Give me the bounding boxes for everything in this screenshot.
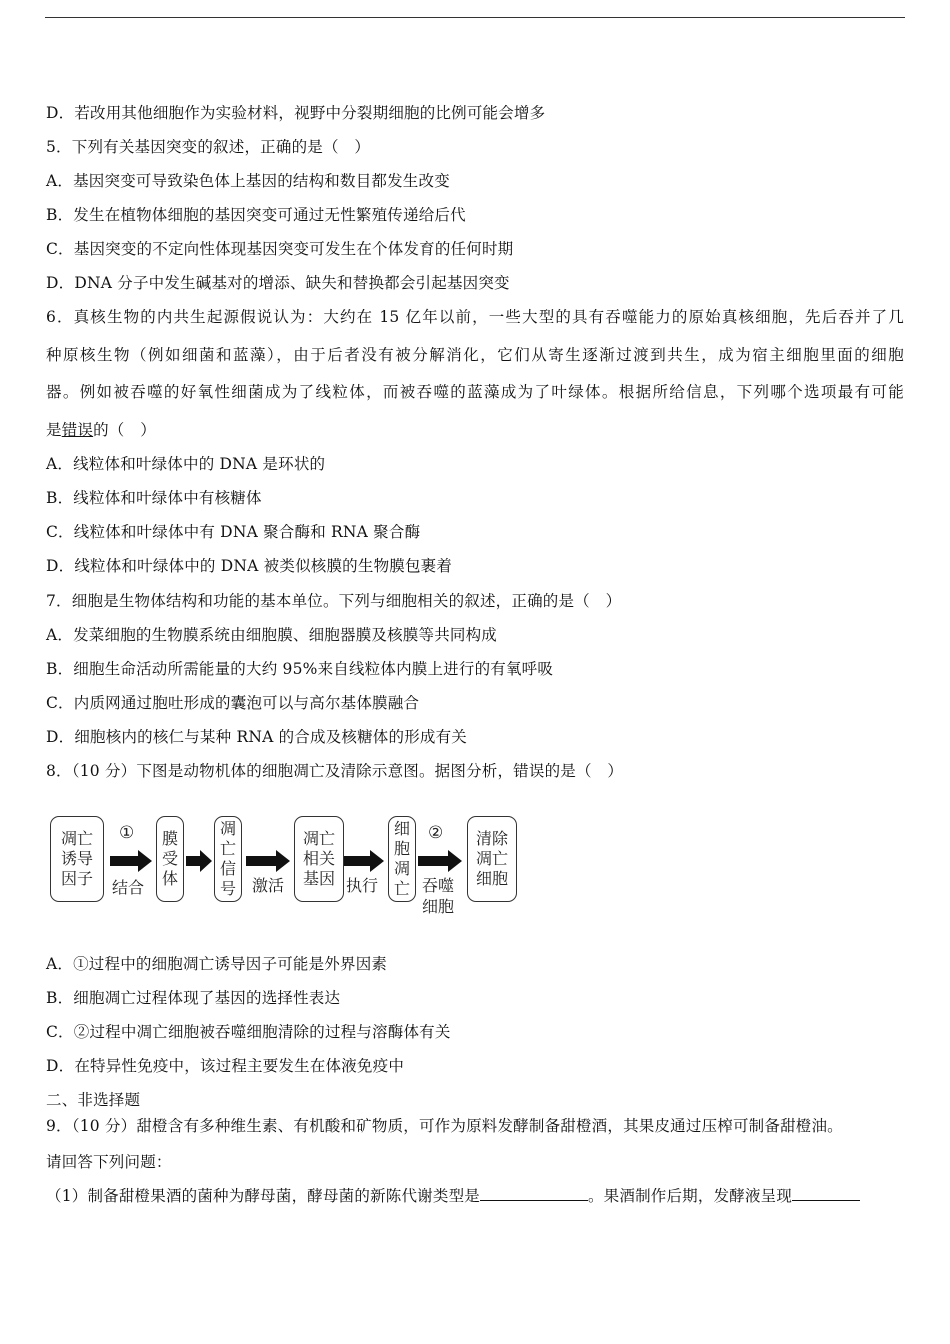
box1-line-2: 诱导 bbox=[60, 849, 93, 868]
q9-part-1-text-a: （1）制备甜橙果酒的菌种为酵母菌，酵母菌的新陈代谢类型是 bbox=[46, 1187, 480, 1205]
label-activate: 激活 bbox=[252, 876, 285, 895]
box2-line-3: 体 bbox=[161, 869, 178, 888]
box4-line-2: 相关 bbox=[302, 849, 335, 868]
box3-line-1: 凋 bbox=[219, 819, 236, 838]
q5-option-d: D．DNA 分子中发生碱基对的增添、缺失和替换都会引起基因突变 bbox=[46, 274, 510, 292]
q7-option-c: C．内质网通过胞吐形成的囊泡可以与高尔基体膜融合 bbox=[46, 694, 420, 712]
q7-option-a: A．发菜细胞的生物膜系统由细胞膜、细胞器膜及核膜等共同构成 bbox=[46, 626, 497, 644]
header-rule bbox=[45, 17, 905, 18]
answer-blank-2[interactable] bbox=[792, 1186, 860, 1201]
box3-line-4: 号 bbox=[219, 879, 236, 898]
q5-option-b: B．发生在植物体细胞的基因突变可通过无性繁殖传递给后代 bbox=[46, 206, 466, 224]
arrow-right-icon bbox=[110, 850, 152, 872]
box2-line-2: 受 bbox=[161, 849, 178, 868]
q6-underlined-word: 错误 bbox=[61, 421, 94, 439]
arrow-right-icon bbox=[246, 850, 290, 872]
q7-option-d: D．细胞核内的核仁与某种 RNA 的合成及核糖体的形成有关 bbox=[46, 728, 468, 746]
box-cell-apoptosis bbox=[388, 816, 416, 902]
box2-line-1: 膜 bbox=[161, 829, 178, 848]
box-apoptosis-inducer bbox=[50, 816, 104, 902]
q6-option-d: D．线粒体和叶绿体中的 DNA 被类似核膜的生物膜包裹着 bbox=[46, 557, 453, 575]
q9-part-1 bbox=[46, 1186, 860, 1206]
box4-line-3: 基因 bbox=[302, 869, 335, 888]
q4-option-d: D．若改用其他细胞作为实验材料，视野中分裂期细胞的比例可能会增多 bbox=[46, 104, 546, 122]
q6-option-a: A．线粒体和叶绿体中的 DNA 是环状的 bbox=[46, 455, 326, 473]
arrow-right-icon bbox=[418, 850, 462, 872]
q7-stem: 7．细胞是生物体结构和功能的基本单位。下列与细胞相关的叙述，正确的是（ ） bbox=[46, 592, 622, 610]
box5-line-1: 细 bbox=[393, 819, 410, 838]
q6-stem-line-3: 器。例如被吞噬的好氧性细菌成为了线粒体，而被吞噬的蓝藻成为了叶绿体。根据所给信息，下列哪个选项最有可能 bbox=[46, 383, 904, 401]
box1-line-3: 因子 bbox=[60, 869, 93, 888]
q9-stem: 9．（10 分）甜橙含有多种维生素、有机酸和矿物质，可作为原料发酵制备甜橙酒，其果皮通过压榨可制备甜橙油。 bbox=[46, 1117, 843, 1135]
box-apoptosis-genes bbox=[294, 816, 344, 902]
q5-option-c: C．基因突变的不定向性体现基因突变可发生在个体发育的任何时期 bbox=[46, 240, 514, 258]
box-membrane-receptor bbox=[156, 816, 184, 902]
box6-line-2: 凋亡 bbox=[475, 849, 508, 868]
q9-prompt: 请回答下列问题： bbox=[46, 1153, 172, 1171]
step-1-marker: ① bbox=[119, 823, 135, 843]
q7-option-b: B．细胞生命活动所需能量的大约 95%来自线粒体内膜上进行的有氧呼吸 bbox=[46, 660, 554, 678]
box3-line-3: 信 bbox=[219, 859, 236, 878]
box5-line-2: 胞 bbox=[393, 839, 410, 858]
label-phagocyte-line-2: 细胞 bbox=[422, 897, 455, 916]
box5-line-4: 亡 bbox=[393, 879, 410, 898]
q6-stem-line-4 bbox=[46, 420, 156, 440]
box5-line-3: 凋 bbox=[393, 859, 410, 878]
arrow-right-icon bbox=[344, 850, 384, 872]
q6-stem-line-1: 6．真核生物的内共生起源假说认为：大约在 15 亿年以前，一些大型的具有吞噬能力的原始真核细胞，先后吞并了几 bbox=[46, 308, 904, 326]
label-phagocyte-line-1: 吞噬 bbox=[422, 876, 455, 895]
step-2-marker: ② bbox=[428, 823, 444, 843]
box6-line-1: 清除 bbox=[475, 829, 508, 848]
q6-option-b: B．线粒体和叶绿体中有核糖体 bbox=[46, 489, 262, 507]
box4-line-1: 凋亡 bbox=[302, 829, 335, 848]
answer-blank-1[interactable] bbox=[480, 1186, 588, 1201]
box6-line-3: 细胞 bbox=[475, 869, 508, 888]
q6-stem-suffix: 的（ ） bbox=[93, 421, 156, 439]
box3-line-2: 亡 bbox=[219, 839, 236, 858]
q8-option-a: A．①过程中的细胞凋亡诱导因子可能是外界因素 bbox=[46, 955, 388, 973]
q6-stem-line-2: 种原核生物（例如细菌和蓝藻），由于后者没有被分解消化，它们从寄生逐渐过渡到共生，成为宿主细胞里面的细胞 bbox=[46, 346, 904, 364]
box-apoptosis-signal bbox=[214, 816, 242, 902]
label-bind: 结合 bbox=[112, 878, 145, 897]
q8-stem: 8．（10 分）下图是动物机体的细胞凋亡及清除示意图。据图分析，错误的是（ ） bbox=[46, 762, 624, 780]
q8-option-d: D．在特异性免疫中，该过程主要发生在体液免疫中 bbox=[46, 1057, 405, 1075]
q8-option-c: C．②过程中凋亡细胞被吞噬细胞清除的过程与溶酶体有关 bbox=[46, 1023, 451, 1041]
label-execute: 执行 bbox=[346, 876, 379, 895]
q9-part-1-text-b: 。果酒制作后期，发酵液呈现 bbox=[587, 1187, 793, 1205]
box1-line-1: 凋亡 bbox=[60, 829, 93, 848]
q8-option-b: B．细胞凋亡过程体现了基因的选择性表达 bbox=[46, 989, 341, 1007]
q6-option-c: C．线粒体和叶绿体中有 DNA 聚合酶和 RNA 聚合酶 bbox=[46, 523, 421, 541]
arrow-right-icon bbox=[186, 850, 212, 872]
section-heading: 二、非选择题 bbox=[46, 1091, 141, 1109]
q5-stem: 5．下列有关基因突变的叙述，正确的是（ ） bbox=[46, 138, 371, 156]
q5-option-a: A．基因突变可导致染色体上基因的结构和数目都发生改变 bbox=[46, 172, 450, 190]
box-clear-apoptotic-cells bbox=[467, 816, 517, 902]
q6-stem-prefix: 是 bbox=[46, 421, 62, 439]
